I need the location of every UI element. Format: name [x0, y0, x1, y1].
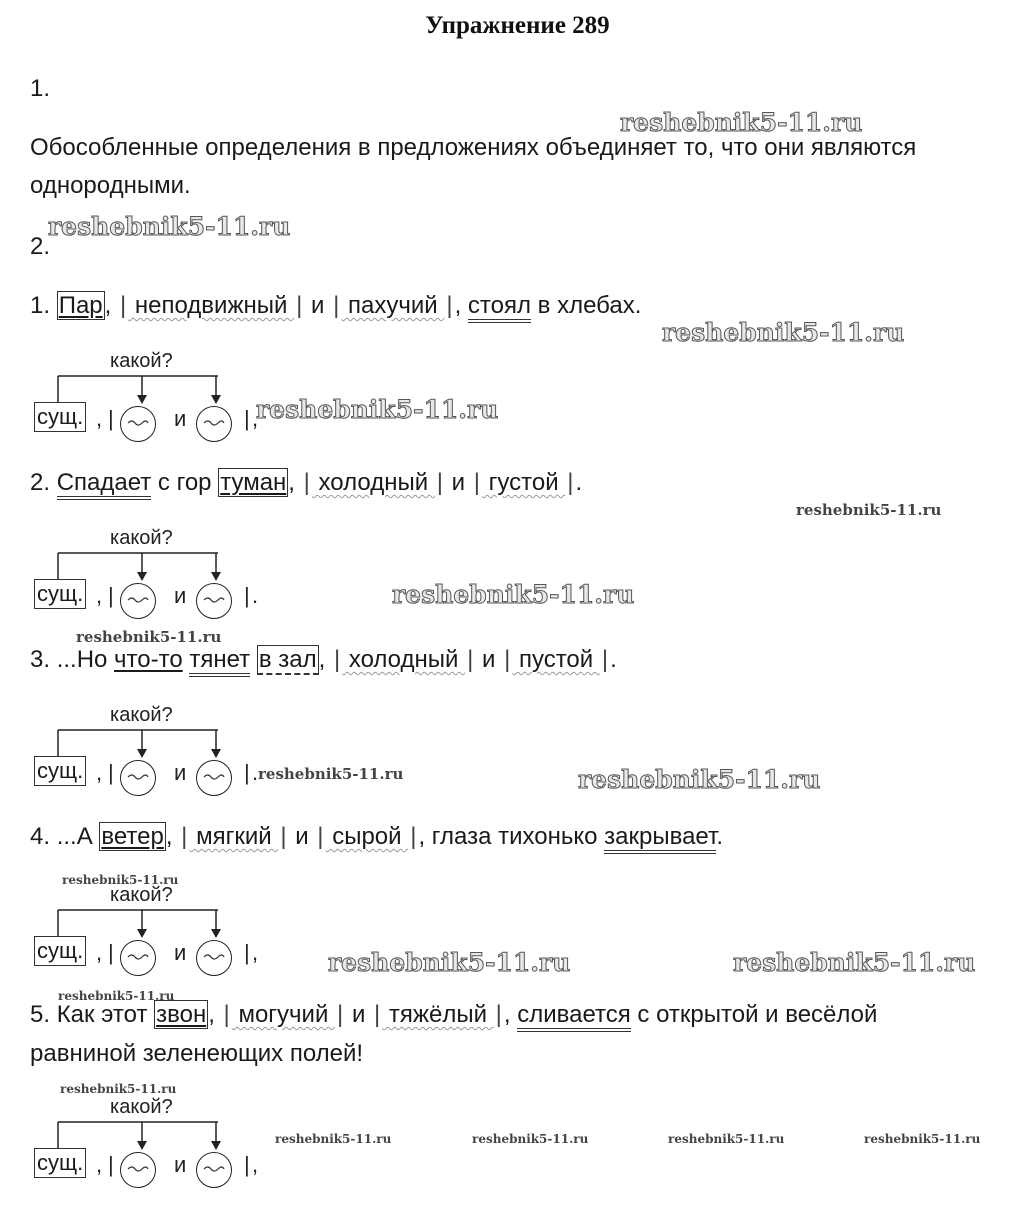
page-title: Упражнение 289	[425, 12, 610, 39]
section-2-number: 2.	[30, 233, 51, 260]
subject-word: Пар	[58, 292, 103, 319]
sentence-1: 1. Пар, | неподвижный | и | пахучий |, стоял в хлебах.	[30, 291, 641, 321]
watermark: reshebnik5-11.ru	[328, 948, 571, 977]
definition-circle	[120, 1152, 156, 1188]
scheme-5: какой? сущ. , | и | ,	[34, 1096, 334, 1186]
definition-word: могучий	[231, 1001, 336, 1028]
sentence-5-line2: равниной зеленеющих полей!	[30, 1040, 364, 1067]
sentence-number: 4.	[30, 823, 51, 850]
definition-circle	[120, 583, 156, 619]
adverbial-word: в зал	[258, 646, 317, 673]
question-label: какой?	[110, 704, 173, 726]
predicate-word: тянет	[189, 646, 250, 677]
watermark: reshebnik5-11.ru	[472, 1132, 589, 1146]
watermark: reshebnik5-11.ru	[733, 948, 976, 977]
definition-circle	[196, 940, 232, 976]
definition-word: холодный	[311, 469, 435, 496]
subject-word: ветер	[101, 823, 164, 850]
noun-box: сущ.	[34, 936, 86, 966]
section-1-number: 1.	[30, 75, 51, 102]
subject-word: что-то	[114, 646, 183, 673]
question-label: какой?	[110, 1096, 173, 1118]
definition-circle	[196, 760, 232, 796]
watermark: reshebnik5-11.ru	[578, 765, 821, 794]
subject-word: звон	[156, 1001, 207, 1028]
sentence-number: 2.	[30, 469, 51, 496]
watermark: reshebnik5-11.ru	[62, 873, 179, 887]
sentence-4: 4. ...А ветер, | мягкий | и | сырой |, глаза тихонько закрывает.	[30, 822, 723, 852]
watermark: reshebnik5-11.ru	[275, 1132, 392, 1146]
watermark: reshebnik5-11.ru	[256, 395, 499, 424]
predicate-word: закрывает	[604, 823, 716, 854]
question-label: какой?	[110, 350, 173, 372]
scheme-3: какой? сущ. , | и | .	[34, 704, 334, 794]
definition-circle	[120, 940, 156, 976]
definition-circle	[196, 583, 232, 619]
definition-circle	[120, 406, 156, 442]
watermark: reshebnik5-11.ru	[668, 1132, 785, 1146]
scheme-2: какой? сущ. , | и | .	[34, 527, 334, 617]
predicate-word: стоял	[468, 292, 531, 323]
watermark: reshebnik5-11.ru	[58, 989, 175, 1003]
watermark: reshebnik5-11.ru	[864, 1132, 981, 1146]
sentence-number: 3.	[30, 646, 51, 673]
definition-word: пахучий	[341, 292, 445, 319]
section-1-text-line1: Обособленные определения в предложениях объединяет то, что они являются	[30, 134, 917, 161]
definition-word: сырой	[325, 823, 409, 850]
question-label: какой?	[110, 884, 173, 906]
watermark: reshebnik5-11.ru	[392, 580, 635, 609]
noun-box: сущ.	[34, 756, 86, 786]
definition-word: пустой	[512, 646, 600, 673]
scheme-1: какой? сущ. , | и | ,	[34, 350, 334, 440]
definition-word: густой	[482, 469, 566, 496]
watermark: reshebnik5-11.ru	[620, 108, 863, 137]
watermark: reshebnik5-11.ru	[48, 212, 291, 241]
sentence-number: 5.	[30, 1001, 51, 1028]
sentence-number: 1.	[30, 292, 51, 319]
noun-box: сущ.	[34, 579, 86, 609]
definition-word: неподвижный	[128, 292, 295, 319]
predicate-word: сливается	[517, 1001, 631, 1032]
definition-word: холодный	[342, 646, 466, 673]
watermark: reshebnik5-11.ru	[60, 1082, 177, 1096]
predicate-word: Спадает	[57, 469, 152, 500]
definition-word: тяжёлый	[382, 1001, 494, 1028]
noun-box: сущ.	[34, 1148, 86, 1178]
definition-circle	[120, 760, 156, 796]
sentence-2: 2. Спадает с гор туман, | холодный | и | густой |.	[30, 468, 582, 498]
sentence-5-line1: 5. Как этот звон, | могучий | и | тяжёлый |, сливается с открытой и весёлой	[30, 1000, 877, 1030]
subject-word: туман	[220, 469, 287, 496]
sentence-3: 3. ...Но что-то тянет в зал, | холодный | и | пустой |.	[30, 645, 617, 675]
section-1-text-line2: однородными.	[30, 172, 191, 199]
watermark: reshebnik5-11.ru	[796, 501, 942, 519]
noun-box: сущ.	[34, 402, 86, 432]
question-label: какой?	[110, 527, 173, 549]
watermark: reshebnik5-11.ru	[258, 765, 404, 783]
definition-word: мягкий	[189, 823, 279, 850]
watermark: reshebnik5-11.ru	[662, 318, 905, 347]
scheme-4: какой? сущ. , | и | ,	[34, 884, 334, 974]
definition-circle	[196, 406, 232, 442]
definition-circle	[196, 1152, 232, 1188]
watermark: reshebnik5-11.ru	[76, 628, 222, 646]
